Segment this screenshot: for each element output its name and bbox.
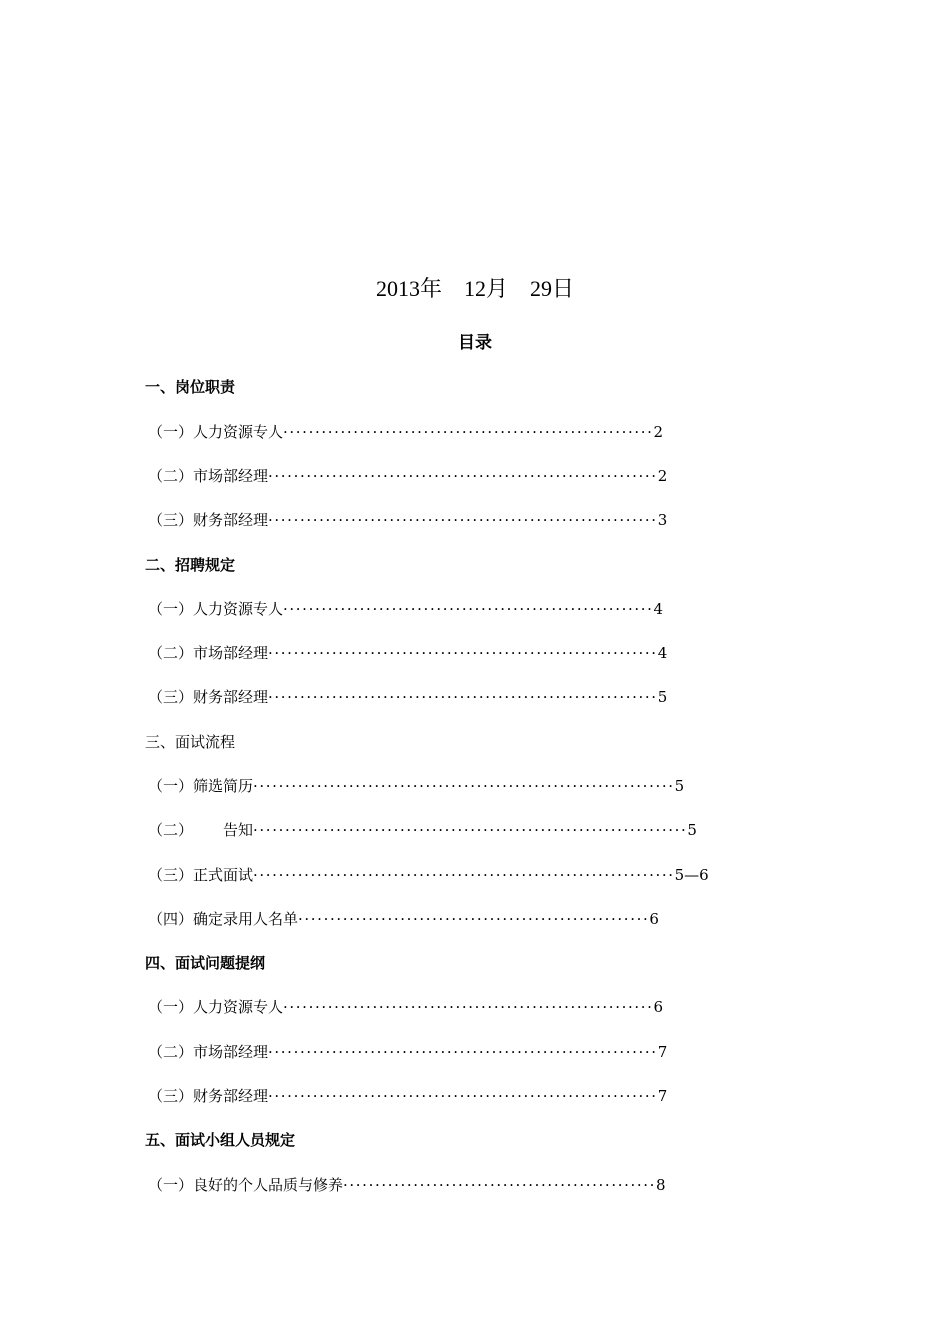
leader-dots: ·································································· — [253, 777, 675, 795]
toc-entry-page: 5—6 — [674, 866, 709, 884]
leader-dots: ················································· — [343, 1176, 657, 1194]
toc-entry-page: 4 — [657, 644, 668, 662]
toc-entry-label: （二）市场部经理 — [148, 467, 269, 485]
leader-dots: ······················································· — [298, 910, 650, 928]
toc-entry-label: 告知 — [223, 821, 254, 839]
leader-dots: ···································································· — [253, 821, 688, 839]
toc-entry-label-prefix: （二） — [148, 821, 194, 839]
toc-entry[interactable] — [148, 1041, 667, 1062]
toc-entry-label: （三）财务部经理 — [148, 688, 269, 706]
toc-entry-page: 6 — [653, 998, 664, 1016]
toc-entry[interactable] — [148, 775, 684, 796]
toc-entry[interactable] — [148, 509, 667, 530]
toc-entry[interactable] — [148, 465, 667, 486]
toc-entry[interactable] — [148, 642, 667, 663]
toc-entry[interactable] — [148, 1174, 666, 1195]
leader-dots: ····························································· — [268, 1043, 658, 1061]
toc-section-5: 五、面试小组人员规定 — [145, 1131, 296, 1149]
toc-entry-page: 5 — [674, 777, 685, 795]
leader-dots: ····························································· — [268, 511, 658, 529]
toc-entry-page: 4 — [653, 600, 664, 618]
leader-dots: ·························································· — [283, 998, 654, 1016]
toc-entry-label: （一）筛选简历 — [148, 777, 254, 795]
toc-title: 目录 — [458, 333, 492, 353]
toc-section-3: 三、面试流程 — [145, 733, 236, 751]
toc-entry[interactable] — [148, 686, 667, 707]
toc-entry-page: 3 — [657, 511, 668, 529]
toc-entry-label: （四）确定录用人名单 — [148, 910, 299, 928]
leader-dots: ····························································· — [268, 467, 658, 485]
document-date: 2013年 12月 29日 — [375, 276, 574, 301]
toc-entry[interactable] — [148, 598, 663, 619]
toc-entry-label: （一）人力资源专人 — [148, 423, 284, 441]
toc-entry[interactable] — [148, 421, 663, 442]
toc-entry-page: 8 — [656, 1176, 666, 1194]
leader-dots: ····························································· — [268, 644, 658, 662]
toc-entry[interactable] — [148, 1085, 667, 1106]
toc-entry-page: 5 — [657, 688, 668, 706]
toc-entry[interactable] — [148, 996, 663, 1017]
toc-entry-page: 7 — [657, 1043, 668, 1061]
toc-entry[interactable] — [148, 819, 697, 840]
toc-entry-label: （一）人力资源专人 — [148, 998, 284, 1016]
toc-entry-page: 6 — [649, 910, 659, 928]
toc-entry-label: （三）财务部经理 — [148, 511, 269, 529]
toc-entry-label: （二）市场部经理 — [148, 1043, 269, 1061]
toc-entry-page: 2 — [653, 423, 664, 441]
leader-dots: ·························································· — [283, 423, 654, 441]
toc-entry-page: 7 — [657, 1087, 668, 1105]
toc-section-4: 四、面试问题提纲 — [145, 954, 266, 972]
toc-section-2: 二、招聘规定 — [145, 556, 236, 574]
toc-entry-label: （二）市场部经理 — [148, 644, 269, 662]
toc-entry-label: （三）财务部经理 — [148, 1087, 269, 1105]
toc-entry-label: （一）人力资源专人 — [148, 600, 284, 618]
leader-dots: ·································································· — [253, 866, 675, 884]
leader-dots: ·························································· — [283, 600, 654, 618]
leader-dots: ····························································· — [268, 1087, 658, 1105]
toc-entry-page: 5 — [687, 821, 697, 839]
toc-entry-label: （一）良好的个人品质与修养 — [148, 1176, 344, 1194]
leader-dots: ····························································· — [268, 688, 658, 706]
toc-entry-label: （三）正式面试 — [148, 866, 254, 884]
toc-entry[interactable] — [148, 908, 659, 929]
toc-section-1: 一、岗位职责 — [145, 378, 236, 396]
toc-entry[interactable] — [148, 864, 709, 885]
toc-entry-page: 2 — [657, 467, 668, 485]
